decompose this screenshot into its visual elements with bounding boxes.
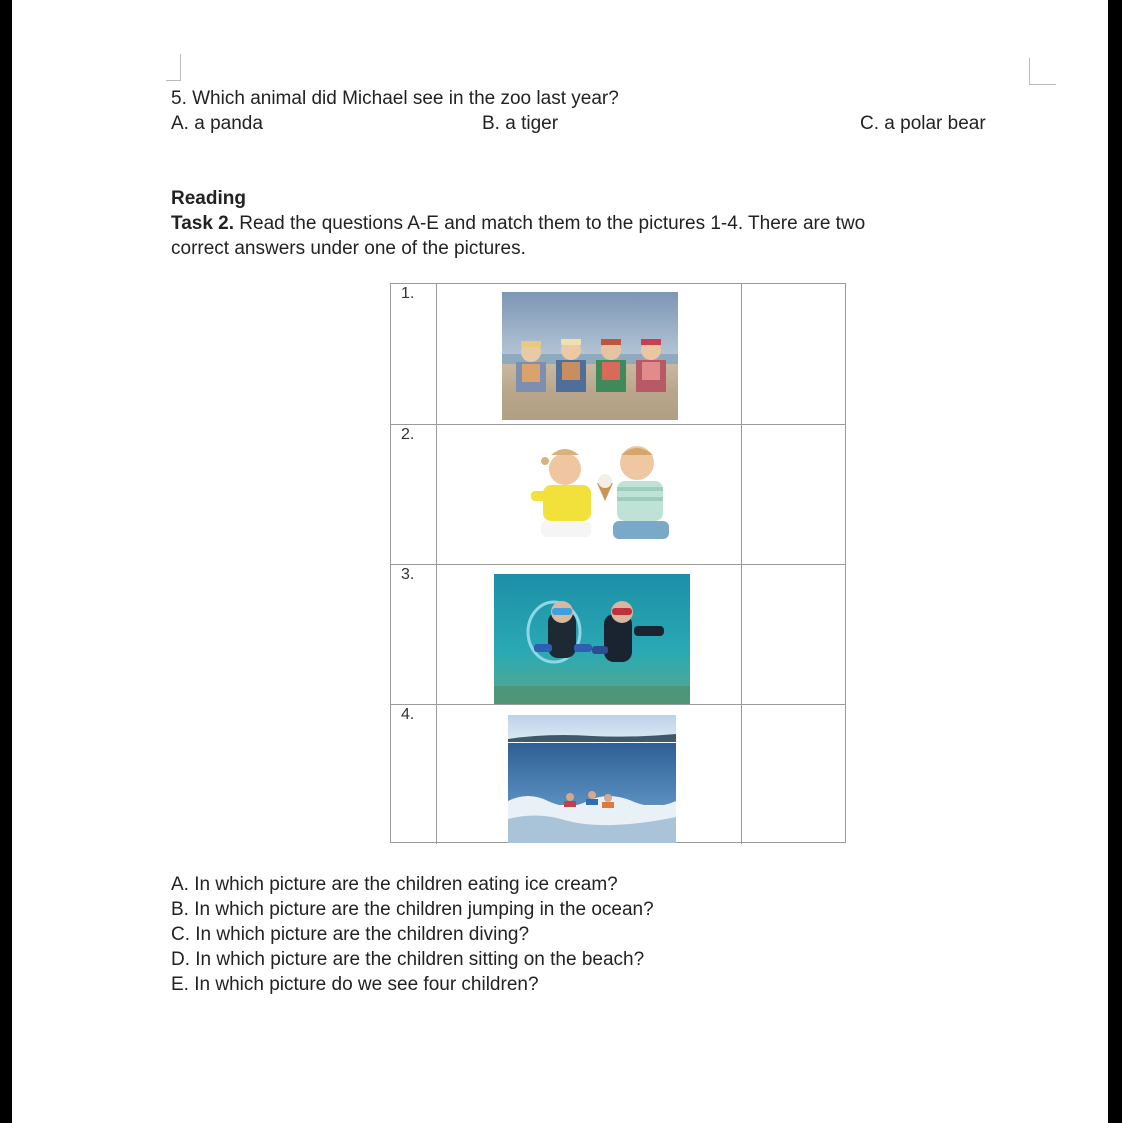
table-row bbox=[391, 424, 845, 564]
picture-number: 3. bbox=[401, 566, 415, 583]
reading-heading: Reading bbox=[171, 188, 246, 209]
question-b: B. In which picture are the children jumping in the ocean? bbox=[171, 899, 654, 920]
children-eating-ice-cream-photo bbox=[521, 439, 681, 557]
picture-number: 2. bbox=[401, 426, 415, 443]
task-text: Read the questions A-E and match them to the pictures 1-4. There are two bbox=[234, 213, 866, 234]
children-jumping-in-ocean-photo bbox=[508, 715, 676, 843]
task-2-instructions-line2: correct answers under one of the pictures. bbox=[171, 238, 526, 259]
question-e: E. In which picture do we see four children? bbox=[171, 974, 539, 995]
question-a: A. In which picture are the children eating ice cream? bbox=[171, 874, 618, 895]
picture-number: 4. bbox=[401, 706, 415, 723]
task-2-instructions-line1 bbox=[171, 211, 865, 236]
question-5-option-b: B. a tiger bbox=[482, 113, 559, 134]
task-label: Task 2. bbox=[171, 213, 235, 234]
document-page bbox=[12, 0, 1108, 1123]
question-5-text: 5. Which animal did Michael see in the zoo last year? bbox=[171, 88, 619, 109]
table-row bbox=[391, 704, 845, 844]
children-diving-photo bbox=[494, 574, 690, 704]
table-row bbox=[391, 564, 845, 704]
page-margin-corner-mark bbox=[1029, 58, 1056, 85]
question-5-option-a: A. a panda bbox=[171, 113, 263, 134]
question-d: D. In which picture are the children sitting on the beach? bbox=[171, 949, 645, 970]
question-5-option-c: C. a polar bear bbox=[860, 113, 986, 134]
beach-children-sitting-photo bbox=[502, 292, 678, 420]
picture-matching-table bbox=[390, 283, 846, 843]
question-c: C. In which picture are the children diving? bbox=[171, 924, 530, 945]
picture-number: 1. bbox=[401, 285, 415, 302]
page-margin-corner-mark bbox=[166, 54, 181, 81]
table-row bbox=[391, 284, 845, 424]
